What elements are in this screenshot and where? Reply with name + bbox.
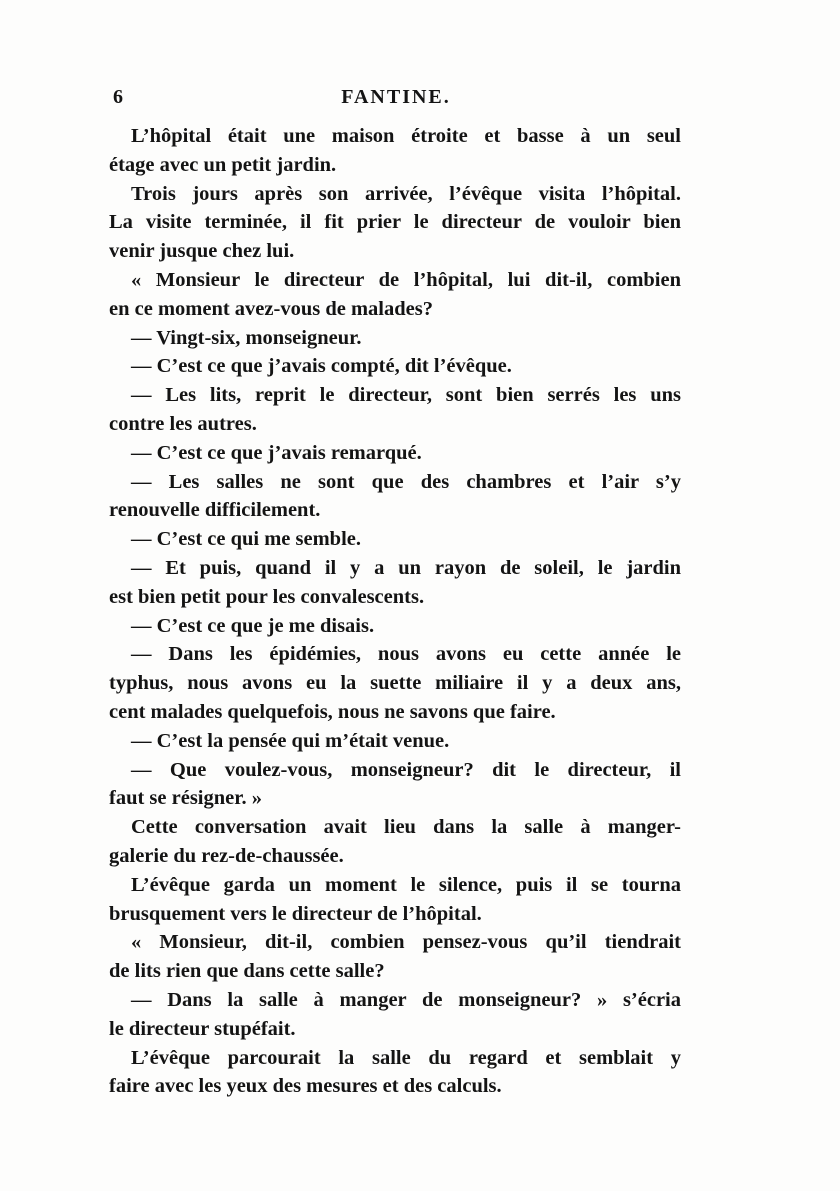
text-line: — Dans la salle à manger de monseigneur? » s’écria	[131, 988, 681, 1011]
text-line: L’évêque garda un moment le silence, puis il se tourna	[131, 873, 681, 896]
text-line: Trois jours après son arrivée, l’évêque visita l’hôpital.	[131, 182, 681, 205]
text-line: en ce moment avez-vous de malades?	[109, 297, 433, 320]
text-line: étage avec un petit jardin.	[109, 153, 337, 176]
text-line: — Que voulez-vous, monseigneur? dit le directeur, il	[131, 758, 681, 781]
text-line: — C’est ce qui me semble.	[131, 528, 362, 551]
running-title: FANTINE.	[341, 86, 451, 108]
body-text	[109, 122, 681, 1101]
text-line: de lits rien que dans cette salle?	[109, 960, 385, 983]
text-line: galerie du rez-de-chaussée.	[109, 844, 344, 867]
text-line: — C’est ce que j’avais remarqué.	[131, 441, 422, 464]
text-line: — Les salles ne sont que des chambres et l’air s’y	[131, 470, 681, 493]
text-line: — C’est ce que je me disais.	[131, 614, 375, 637]
text-line: typhus, nous avons eu la suette miliaire il y a deux ans,	[109, 672, 681, 695]
text-line: L’hôpital était une maison étroite et basse à un seul	[131, 125, 681, 147]
text-line: — Dans les épidémies, nous avons eu cette année le	[131, 643, 681, 666]
text-line: La visite terminée, il fit prier le directeur de vouloir bien	[109, 211, 681, 234]
page-number: 6	[113, 86, 124, 108]
text-line: brusquement vers le directeur de l’hôpital.	[109, 902, 482, 925]
text-line: le directeur stupéfait.	[109, 1017, 296, 1040]
text-line: — Vingt-six, monseigneur.	[131, 326, 362, 349]
text-line: — Et puis, quand il y a un rayon de soleil, le jardin	[131, 556, 681, 579]
text-line: — Les lits, reprit le directeur, sont bien serrés les uns	[131, 384, 681, 407]
text-line: cent malades quelquefois, nous ne savons que faire.	[109, 700, 556, 723]
text-line: est bien petit pour les convalescents.	[109, 585, 425, 608]
text-line: faire avec les yeux des mesures et des calculs.	[109, 1075, 502, 1098]
text-line: venir jusque chez lui.	[109, 240, 295, 263]
text-line: faut se résigner. »	[109, 787, 262, 810]
text-line: renouvelle difficilement.	[109, 499, 321, 522]
text-line: « Monsieur, dit-il, combien pensez-vous qu’il tiendrait	[131, 931, 681, 954]
page-header	[113, 86, 679, 116]
text-line: contre les autres.	[109, 412, 257, 435]
text-line: L’évêque parcourait la salle du regard et semblait y	[131, 1046, 681, 1069]
text-line: Cette conversation avait lieu dans la salle à manger-	[131, 816, 681, 839]
text-line: — C’est ce que j’avais compté, dit l’évêque.	[131, 355, 512, 378]
text-line: — C’est la pensée qui m’était venue.	[131, 729, 450, 752]
text-line: « Monsieur le directeur de l’hôpital, lui dit-il, combien	[131, 268, 681, 291]
